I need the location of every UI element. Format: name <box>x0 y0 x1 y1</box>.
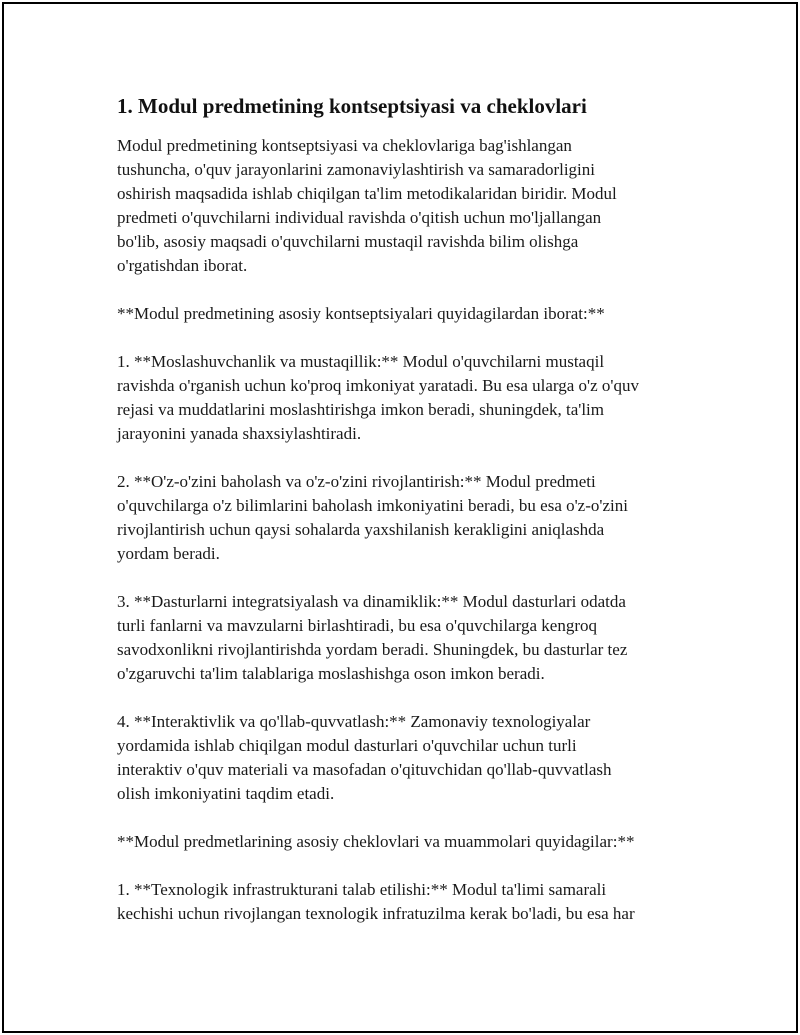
paragraph <box>117 470 717 566</box>
text-line: olish imkoniyatini taqdim etadi. <box>117 784 335 803</box>
paragraph <box>117 302 717 326</box>
paragraph-spacer <box>117 278 717 302</box>
text-line: rivojlantirish uchun qaysi sohalarda yaxshilanish kerakligini aniqlashda <box>117 520 605 539</box>
paragraph-spacer <box>117 686 717 710</box>
paragraph-spacer <box>117 566 717 590</box>
paragraph-spacer <box>117 854 717 878</box>
text-line: bo'lib, asosiy maqsadi o'quvchilarni mustaqil ravishda bilim olishga <box>117 232 579 251</box>
paragraph <box>117 830 717 854</box>
text-line: rejasi va muddatlarini moslashtirishga imkon beradi, shuningdek, ta'lim <box>117 400 604 419</box>
text-line: **Modul predmetining asosiy kontseptsiyalari quyidagilardan iborat:** <box>117 304 605 323</box>
paragraph-spacer <box>117 326 717 350</box>
paragraph-spacer <box>117 806 717 830</box>
text-line: o'quvchilarga o'z bilimlarini baholash imkoniyatini beradi, bu esa o'z-o'zini <box>117 496 628 515</box>
text-line: yordam beradi. <box>117 544 220 563</box>
text-line: savodxonlikni rivojlantirishda yordam beradi. Shuningdek, bu dasturlar tez <box>117 640 628 659</box>
paragraph <box>117 878 717 926</box>
paragraph <box>117 350 717 446</box>
section-heading: 1. Modul predmetining kontseptsiyasi va cheklovlari <box>117 94 587 118</box>
text-line: o'rgatishdan iborat. <box>117 256 248 275</box>
paragraph-spacer <box>117 446 717 470</box>
paragraph <box>117 710 717 806</box>
text-line: 4. **Interaktivlik va qo'llab-quvvatlash:** Zamonaviy texnologiyalar <box>117 712 591 731</box>
text-line: ravishda o'rganish uchun ko'proq imkoniyat yaratadi. Bu esa ularga o'z o'quv <box>117 376 639 395</box>
text-line: 2. **O'z-o'zini baholash va o'z-o'zini rivojlantirish:** Modul predmeti <box>117 472 596 491</box>
text-line: 3. **Dasturlarni integratsiyalash va dinamiklik:** Modul dasturlari odatda <box>117 592 626 611</box>
paragraph-list <box>117 134 717 926</box>
text-line: o'zgaruvchi ta'lim talablariga moslashishga oson imkon beradi. <box>117 664 545 683</box>
paragraph <box>117 590 717 686</box>
text-line: yordamida ishlab chiqilgan modul dasturlari o'quvchilar uchun turli <box>117 736 577 755</box>
text-line: 1. **Texnologik infrastrukturani talab etilishi:** Modul ta'limi samarali <box>117 880 607 899</box>
text-line: **Modul predmetlarining asosiy cheklovlari va muammolari quyidagilar:** <box>117 832 635 851</box>
text-line: jarayonini yanada shaxsiylashtiradi. <box>117 424 362 443</box>
text-line: tushuncha, o'quv jarayonlarini zamonaviylashtirish va samaradorligini <box>117 160 595 179</box>
document-body <box>117 92 717 926</box>
text-line: 1. **Moslashuvchanlik va mustaqillik:** Modul o'quvchilarni mustaqil <box>117 352 605 371</box>
text-line: interaktiv o'quv materiali va masofadan o'qituvchidan qo'llab-quvvatlash <box>117 760 612 779</box>
text-line: predmeti o'quvchilarni individual ravishda o'qitish uchun mo'ljallangan <box>117 208 602 227</box>
text-line: oshirish maqsadida ishlab chiqilgan ta'lim metodikalaridan biridir. Modul <box>117 184 617 203</box>
text-line: Modul predmetining kontseptsiyasi va cheklovlariga bag'ishlangan <box>117 136 572 155</box>
text-line: kechishi uchun rivojlangan texnologik infratuzilma kerak bo'ladi, bu esa har <box>117 904 635 923</box>
paragraph <box>117 134 717 278</box>
text-line: turli fanlarni va mavzularni birlashtiradi, bu esa o'quvchilarga kengroq <box>117 616 598 635</box>
